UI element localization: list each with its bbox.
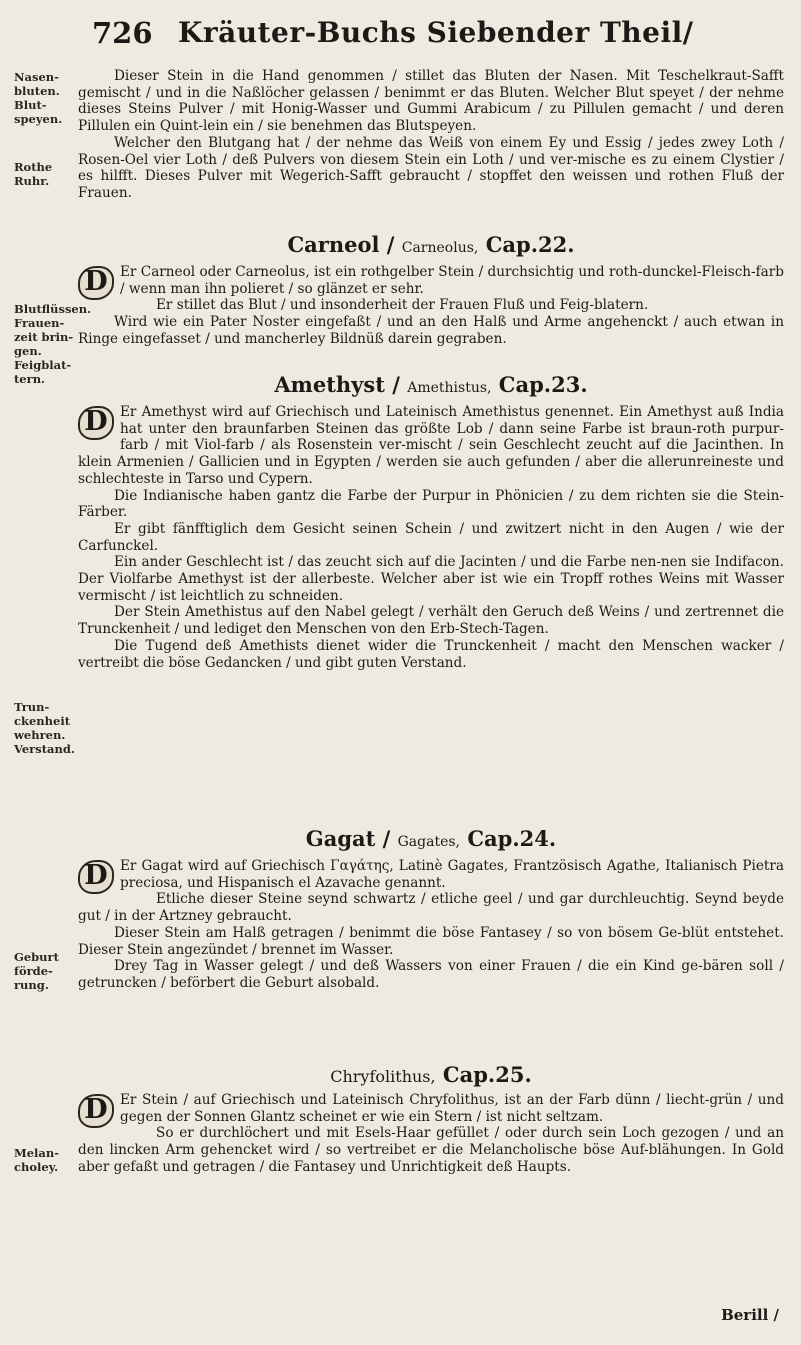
chrysolith-paragraph-1-text: Er Stein / auf Griechisch und Lateinisch Chryfolithus, ist an der Farb dünn / liecht-grün / und gegen der Sonnen Glantz scheinet er wie ein Stern / ist nicht seltzam.	[120, 1092, 784, 1125]
amethyst-paragraph-4: Ein ander Geschlecht ist / das zeucht sich auf die Jacinten / und die Farbe nen-nen sie Indifacon. Der Violfarbe Amethyst ist der allerbeste. Welcher aber ist wie ein Tropff rothes Weins mit Wasser vermischt / ist leichtlich zu schneiden.	[78, 554, 784, 604]
gagat-paragraph-3: Dieser Stein am Halß getragen / benimmt die böse Fantasey / so von bösem Ge-blüt entstehet. Dieser Stein angezündet / brennet im Wasser.	[78, 924, 784, 958]
gagat-paragraph-1	[78, 858, 784, 891]
amethyst-paragraph-6: Die Tugend deß Amethists dienet wider die Trunckenheit / macht den Menschen wacker / vertreibt die böse Gedancken / und gibt guten Verstand.	[78, 637, 784, 671]
amethyst-title: Amethyst /	[274, 372, 400, 397]
amethyst-paragraph-5: Der Stein Amethistus auf den Nabel gelegt / verhält den Geruch deß Weins / und zertrennet die Trunckenheit / und lediget den Menschen von den Erb-Stech-Tagen.	[78, 604, 784, 638]
margin-note-melancholey: Melan-choley.	[14, 1146, 60, 1174]
running-title: Kräuter-Buchs Siebender Theil/	[178, 16, 694, 49]
gagat-title: Gagat /	[305, 826, 391, 851]
gagat-text	[78, 858, 784, 992]
section-title-chrysolith	[78, 1062, 784, 1087]
carneol-paragraph-3: Wird wie ein Pater Noster eingefaßt / und an den Halß und Arme angehenckt / auch etwan in Ringe eingefasset / und mancherley Bildnüß darein gegraben.	[78, 314, 784, 347]
page-number: 726	[92, 16, 153, 50]
carneol-latin: Carneolus,	[401, 240, 479, 256]
amethyst-text	[78, 404, 784, 671]
chrysolith-title: Chryfolithus,	[330, 1067, 436, 1086]
margin-note-rothe-ruhr: Rothe Ruhr.	[14, 160, 53, 188]
intro-text	[78, 68, 784, 202]
carneol-chapter: Cap.22.	[485, 232, 575, 257]
intro-paragraph-1: Dieser Stein in die Hand genommen / stillet das Bluten der Nasen. Mit Teschelkraut-Safft gemischt / und in die Naßlöcher gelassen / benimmt er das Bluten. Welcher Blut speyet / der nehme dieses Steins Pulver / mit Honig-Wasser und Gummi Arabicum / zu Pillulen gemacht / und deren Pillulen ein Quint-lein ein / sie benehmen das Blutspeyen.	[78, 68, 784, 135]
catchword: Berill /	[721, 1306, 779, 1324]
amethyst-paragraph-1	[78, 404, 784, 488]
dropcap-initial: D	[78, 266, 114, 300]
dropcap-initial: D	[78, 860, 114, 894]
carneol-paragraph-1-text: Er Carneol oder Carneolus, ist ein rothgelber Stein / durchsichtig und roth-dunckel-Fleisch-farb / wenn man ihn polieret / so glänzet er sehr.	[120, 264, 784, 297]
amethyst-latin: Amethistus,	[407, 380, 492, 396]
section-title-carneol	[78, 232, 784, 257]
carneol-text	[78, 264, 784, 348]
dropcap-initial: D	[78, 406, 114, 440]
section-title-amethyst	[78, 372, 784, 397]
dropcap-initial: D	[78, 1094, 114, 1128]
gagat-paragraph-1-text: Er Gagat wird auf Griechisch Γαγάτης, Latinè Gagates, Frantzösisch Agathe, Italianisch Pietra preciosa, und Hispanisch el Azavache genannt.	[120, 858, 784, 891]
gagat-chapter: Cap.24.	[467, 826, 557, 851]
chrysolith-text	[78, 1092, 784, 1176]
amethyst-paragraph-3: Er gibt fänfftiglich dem Gesicht seinen Schein / und zwitzert nicht in den Augen / wie der Carfunckel.	[78, 520, 784, 554]
amethyst-chapter: Cap.23.	[498, 372, 588, 397]
margin-note-trunkenheit: Trun-ckenheit wehren. Verstand.	[14, 700, 75, 756]
intro-paragraph-2: Welcher den Blutgang hat / der nehme das Weiß von einem Ey und Essig / jedes zwey Loth / Rosen-Oel vier Loth / deß Pulvers von diesem Stein ein Loth / und ver-mische es zu einem Clystier / es hilfft. Dieses Pulver mit Wegerich-Safft gebraucht / stopffet den weissen und rothen Fluß der Frauen.	[78, 134, 784, 201]
margin-note-geburt: Geburt förde-rung.	[14, 950, 59, 992]
gagat-paragraph-4: Drey Tag in Wasser gelegt / und deß Wassers von einer Frauen / die ein Kind ge-bären soll / getruncken / beförbert die Geburt alsobald.	[78, 958, 784, 991]
amethyst-paragraph-2: Die Indianische haben gantz die Farbe der Purpur in Phönicien / zu dem richten sie die Stein-Färber.	[78, 487, 784, 521]
carneol-paragraph-2: Er stillet das Blut / und insonderheit der Frauen Fluß und Feig-blatern.	[156, 297, 649, 314]
chrysolith-paragraph-1	[78, 1092, 784, 1125]
gagat-paragraph-2: Etliche dieser Steine seynd schwartz / etliche geel / und gar durchleuchtig. Seynd beyde gut / in der Artzney gebraucht.	[78, 891, 784, 925]
gagat-latin: Gagates,	[397, 834, 461, 850]
chrysolith-chapter: Cap.25.	[442, 1062, 532, 1087]
carneol-paragraph-1	[78, 264, 784, 297]
page-header	[0, 16, 801, 56]
margin-note-blutfluss: Blutflüssen. Frauen-zeit brin-gen. Feigblat-tern.	[14, 302, 92, 386]
amethyst-paragraph-1-text: Er Amethyst wird auf Griechisch und Lateinisch Amethistus genennet. Ein Amethyst auß India hat unter den braunfarben Steinen das größte Lob / dann seine Farbe ist braun-roth purpur-farb / mit Viol-farb / als Rosenstein ver-mischt / sein Geschlecht zeucht auf die Jacinthen. In klein Armenien / Gallicien und in Egypten / werden sie auch gefunden / aber die allerunreineste und schlechteste in Tarso und Cypern.	[78, 404, 784, 487]
margin-note-nasen-bluten: Nasen-bluten. Blut-speyen.	[14, 70, 63, 126]
section-title-gagat	[78, 826, 784, 851]
carneol-title: Carneol /	[287, 232, 395, 257]
chrysolith-paragraph-2: So er durchlöchert und mit Esels-Haar gefüllet / oder durch sein Loch gezogen / und an den lincken Arm gehencket wird / so vertreibet er die Melancholische böse Auf-blähungen. In Gold aber gefaßt und getragen / die Fantasey und Unrichtigkeit deß Haupts.	[78, 1125, 784, 1175]
